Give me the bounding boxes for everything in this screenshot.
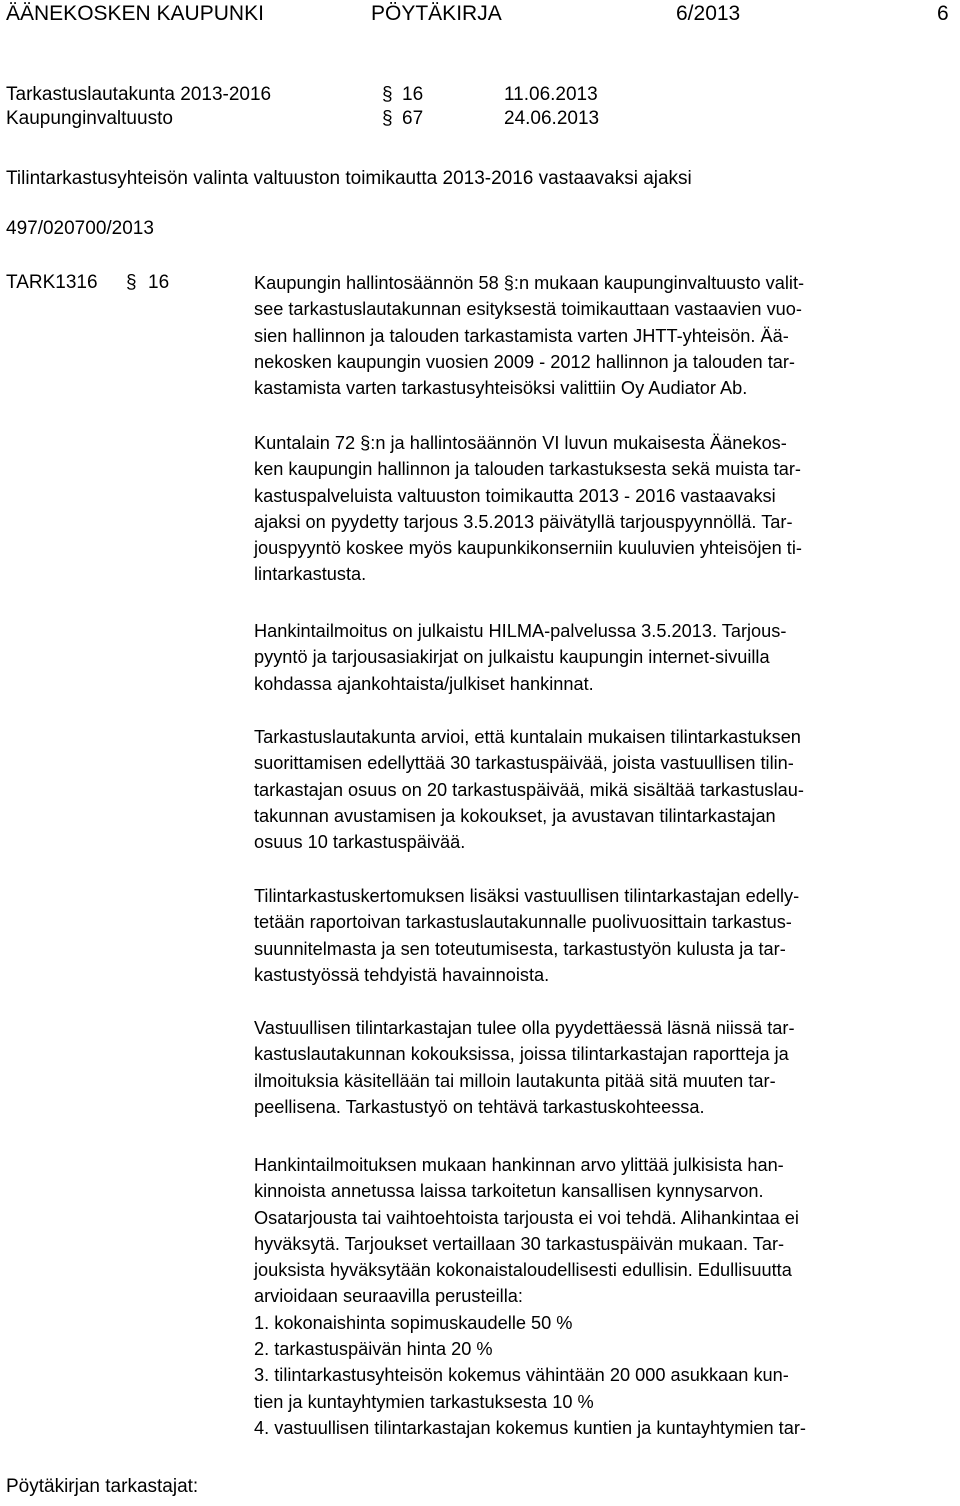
case-code: TARK1316 <box>6 272 98 293</box>
text-line: Hankintailmoitus on julkaistu HILMA-palvelussa 3.5.2013. Tarjous- <box>254 621 787 641</box>
section-number: 67 <box>402 108 424 129</box>
item-title: Tilintarkastusyhteisön valinta valtuuston toimikautta 2013-2016 vastaavaksi ajaksi <box>6 168 692 189</box>
record-id: 497/020700/2013 <box>6 218 154 239</box>
text-line: tarkastajan osuus on 20 tarkastuspäivää, mikä sisältää tarkastuslau- <box>254 779 804 800</box>
text-line: Vastuullisen tilintarkastajan tulee olla pyydettäessä läsnä niissä tar- <box>254 1018 795 1038</box>
meeting-body: Kaupunginvaltuusto <box>6 108 173 129</box>
text-line: suunnitelmasta ja sen toteutumisesta, tarkastustyön kulusta ja tar- <box>254 938 786 959</box>
text-line: kastamista varten tarkastusyhteisöksi valittiin Oy Audiator Ab. <box>254 378 748 399</box>
meeting-body: Tarkastuslautakunta 2013-2016 <box>6 84 272 105</box>
text-line: hyväksytä. Tarjoukset vertaillaan 30 tarkastuspäivän mukaan. Tar- <box>254 1233 785 1254</box>
document-date: 6/2013 <box>676 2 741 25</box>
text-line: Kuntalain 72 §:n ja hallintosäännön VI luvun mukaisesta Äänekos- <box>254 433 787 453</box>
meeting-date: 24.06.2013 <box>504 108 600 129</box>
text-line: jouspyyntö koskee myös kaupunkikonserniin kuuluvien yhteisöjen ti- <box>254 538 802 559</box>
paragraph <box>254 618 786 697</box>
paragraph <box>254 1015 795 1120</box>
text-line: Hankintailmoituksen mukaan hankinnan arvo ylittää julkisista han- <box>254 1155 784 1175</box>
text-line: Osatarjousta tai vaihtoehtoista tarjousta ei voi tehdä. Alihankintaa ei <box>254 1207 799 1228</box>
text-line: kinnoista annetussa laissa tarkoitetun kansallisen kynnysarvon. <box>254 1181 764 1202</box>
list-item: 2. tarkastuspäivän hinta 20 % <box>254 1339 493 1360</box>
text-line: kastuslautakunnan kokouksissa, joissa tilintarkastajan raportteja ja <box>254 1044 789 1065</box>
paragraph <box>254 883 799 988</box>
reviewers-label: Pöytäkirjan tarkastajat: <box>6 1476 199 1497</box>
text-line: nekosken kaupungin vuosien 2009 - 2012 hallinnon ja talouden tar- <box>254 351 795 372</box>
paragraph <box>254 430 802 588</box>
text-line: lintarkastusta. <box>254 564 367 585</box>
text-line: arvioidaan seuraavilla perusteilla: <box>254 1286 523 1307</box>
section-symbol: § <box>382 84 393 105</box>
section-symbol: § <box>126 272 137 293</box>
text-line: pyyntö ja tarjousasiakirjat on julkaistu kaupungin internet-sivuilla <box>254 647 770 668</box>
document-type: PÖYTÄKIRJA <box>371 2 502 25</box>
text-line: Tilintarkastuskertomuksen lisäksi vastuullisen tilintarkastajan edelly- <box>254 886 800 906</box>
page-number: 6 <box>937 2 949 25</box>
text-line: Kaupungin hallintosäännön 58 §:n mukaan kaupunginvaltuusto valit- <box>254 273 805 293</box>
section-symbol: § <box>382 108 393 129</box>
text-line: Tarkastuslautakunta arvioi, että kuntalain mukaisen tilintarkastuksen <box>254 727 801 747</box>
list-item: 1. kokonaishinta sopimuskaudelle 50 % <box>254 1312 573 1333</box>
text-line: kohdassa ajankohtaista/julkiset hankinnat. <box>254 673 594 694</box>
text-line: peellisena. Tarkastustyö on tehtävä tarkastuskohteessa. <box>254 1096 705 1117</box>
paragraph <box>254 1152 806 1441</box>
text-line: suorittamisen edellyttää 30 tarkastuspäivää, joista vastuullisen tilin- <box>254 753 794 774</box>
text-line: ajaksi on pyydetty tarjous 3.5.2013 päivätyllä tarjouspyynnöllä. Tar- <box>254 511 793 532</box>
text-line: kastuspalveluista valtuuston toimikautta 2013 - 2016 vastaavaksi <box>254 485 776 506</box>
text-line: ilmoituksia käsitellään tai milloin lautakunta pitää sitä muuten tar- <box>254 1070 776 1091</box>
org-name: ÄÄNEKOSKEN KAUPUNKI <box>6 2 264 25</box>
list-item: 4. vastuullisen tilintarkastajan kokemus kuntien ja kuntayhtymien tar- <box>254 1417 806 1438</box>
text-line: sien hallinnon ja talouden tarkastamista varten JHTT-yhteisön. Ää- <box>254 325 789 346</box>
meeting-date: 11.06.2013 <box>504 84 598 105</box>
text-line: ken kaupungin hallinnon ja talouden tarkastuksesta sekä muista tar- <box>254 459 801 480</box>
list-item: 3. tilintarkastusyhteisön kokemus vähintään 20 000 asukkaan kun- <box>254 1365 789 1386</box>
text-line: see tarkastuslautakunnan esityksestä toimikauttaan vastaavien vuo- <box>254 299 802 320</box>
text-line: kastustyössä tehdyistä havainnoista. <box>254 964 550 985</box>
list-item: tien ja kuntayhtymien tarkastuksesta 10 % <box>254 1391 594 1412</box>
section-number: 16 <box>402 84 424 105</box>
text-line: takunnan avustamisen ja kokoukset, ja avustavan tilintarkastajan <box>254 805 776 826</box>
paragraph <box>254 724 804 855</box>
text-line: tetään raportoivan tarkastuslautakunnalle puolivuosittain tarkastus- <box>254 912 792 933</box>
paragraph <box>254 270 804 401</box>
case-number: 16 <box>148 272 170 293</box>
text-line: jouksista hyväksytään kokonaistaloudellisesti edullisin. Edullisuutta <box>254 1260 792 1281</box>
text-line: osuus 10 tarkastuspäivää. <box>254 832 466 853</box>
